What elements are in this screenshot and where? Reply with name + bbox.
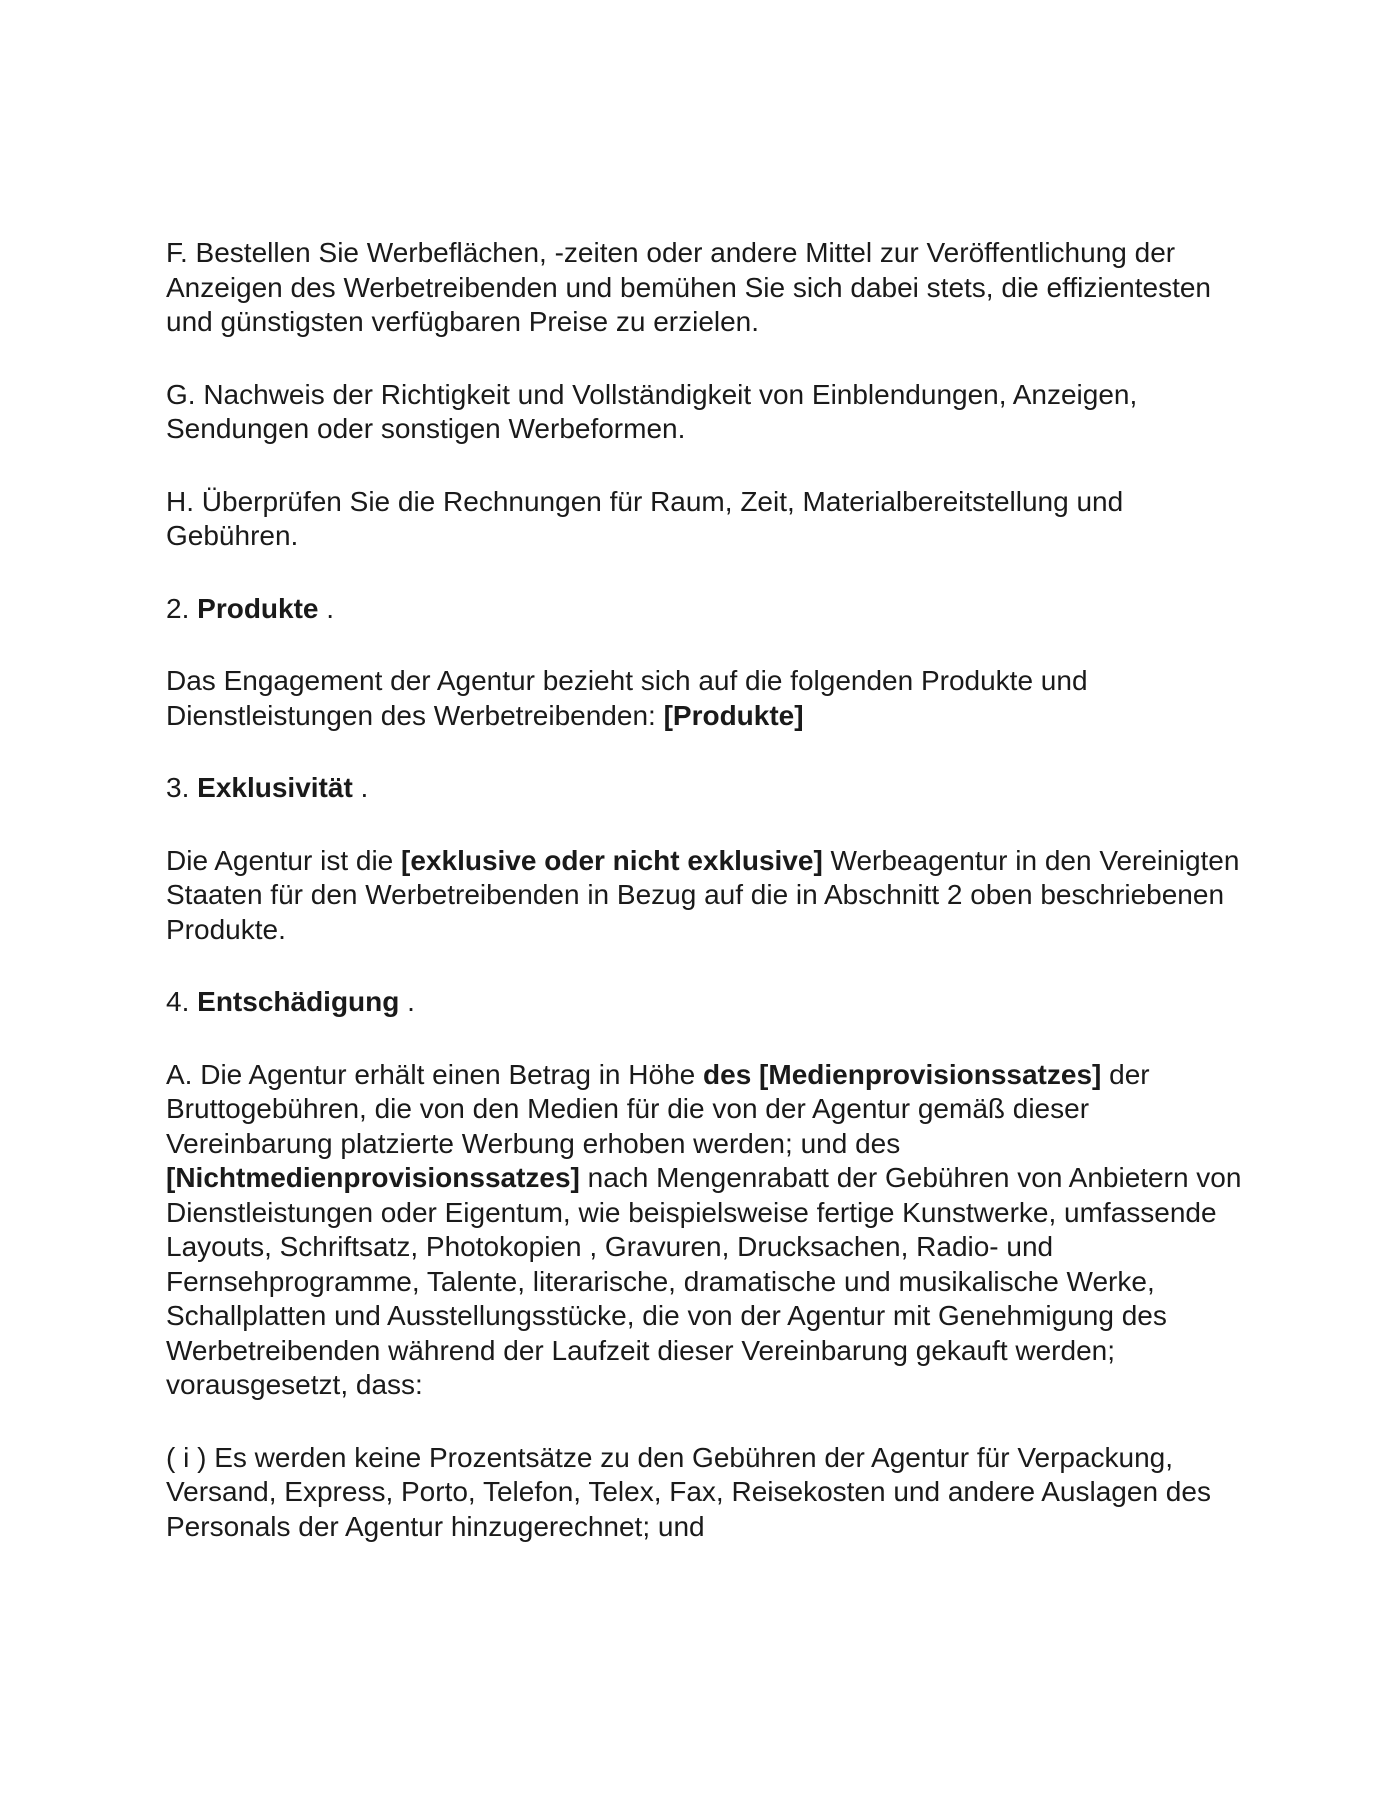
section-4-number: 4.: [166, 986, 198, 1017]
section-4-item-i: ( i ) Es werden keine Prozentsätze zu den Gebühren der Agentur für Verpackung, Versand, Express, Porto, Telefon, Telex, Fax, Reisekosten und andere Auslagen des Personals der Agentur hinzugerechnet; und: [166, 1441, 1211, 1542]
non-media-commission-placeholder: [Nichtmedienprovisionssatzes]: [166, 1162, 580, 1193]
section-2-title: Produkte: [197, 592, 319, 624]
section-4-a-suffix: nach Mengenrabatt der Gebühren von Anbietern von Dienstleistungen oder Eigentum, wie beispielsweise fertige Kunstwerke, umfassende Layouts, Schriftsatz, Photokopien , Gravuren, Drucksachen, Radio- und Fernsehprogramme, Talente, literarische, dramatische und musikalische Werke, Schallplatten und Ausstellungsstücke, die von der Agentur mit Genehmigung des Werbetreibenden während der Laufzeit dieser Vereinbarung gekauft werden; vorausgesetzt, dass:: [166, 1162, 1242, 1400]
section-3-suffix-text: Werbeagentur in den Vereinigten Staaten für den Werbetreibenden in Bezug auf die in Abschnitt 2 oben beschriebenen Produkte.: [166, 844, 1240, 945]
document-body: [166, 236, 1246, 1582]
paragraph-h: H. Überprüfen Sie die Rechnungen für Raum, Zeit, Materialbereitstellung und Gebühren.: [166, 485, 1124, 551]
section-2-body: [166, 664, 1246, 733]
section-3-prefix: Die Agentur ist die: [166, 844, 402, 876]
exclusivity-placeholder: [exklusive oder nicht exklusive]: [401, 844, 823, 876]
section-2-suffix: .: [318, 592, 335, 624]
section-3-heading: [166, 771, 1246, 806]
media-commission-placeholder: des [Medienprovisionssatzes]: [703, 1058, 1102, 1090]
section-2-number: 2.: [166, 592, 198, 624]
section-2-heading: [166, 592, 1246, 627]
section-3-body: [166, 844, 1246, 948]
section-4-a-prefix: A. Die Agentur erhält einen Betrag in Höhe: [166, 1058, 704, 1090]
section-4-title: Entschädigung: [197, 986, 400, 1017]
section-2-text: Das Engagement der Agentur bezieht sich auf die folgenden Produkte und Dienstleistungen des Werbetreibenden:: [166, 665, 1088, 731]
section-4-suffix: .: [399, 986, 415, 1017]
section-3-title: Exklusivität: [197, 772, 353, 803]
section-3-number: 3.: [166, 772, 198, 803]
section-4-paragraph-a: [166, 1058, 1246, 1403]
paragraph-f: F. Bestellen Sie Werbeflächen, -zeiten oder andere Mittel zur Veröffentlichung der Anzeigen des Werbetreibenden und bemühen Sie sich dabei stets, die effizientesten und günstigsten verfügbaren Preise zu erzielen.: [166, 237, 1211, 337]
section-3-suffix: .: [352, 772, 369, 803]
section-4-a-middle: der Bruttogebühren, die von den Medien für die von der Agentur gemäß dieser Vereinbarung platzierte Werbung erhoben werden; und des: [166, 1058, 1150, 1159]
paragraph-g: G. Nachweis der Richtigkeit und Vollständigkeit von Einblendungen, Anzeigen, Sendungen oder sonstigen Werbeformen.: [166, 378, 1138, 444]
products-placeholder: [Produkte]: [663, 699, 804, 731]
section-4-heading: [166, 985, 1246, 1020]
